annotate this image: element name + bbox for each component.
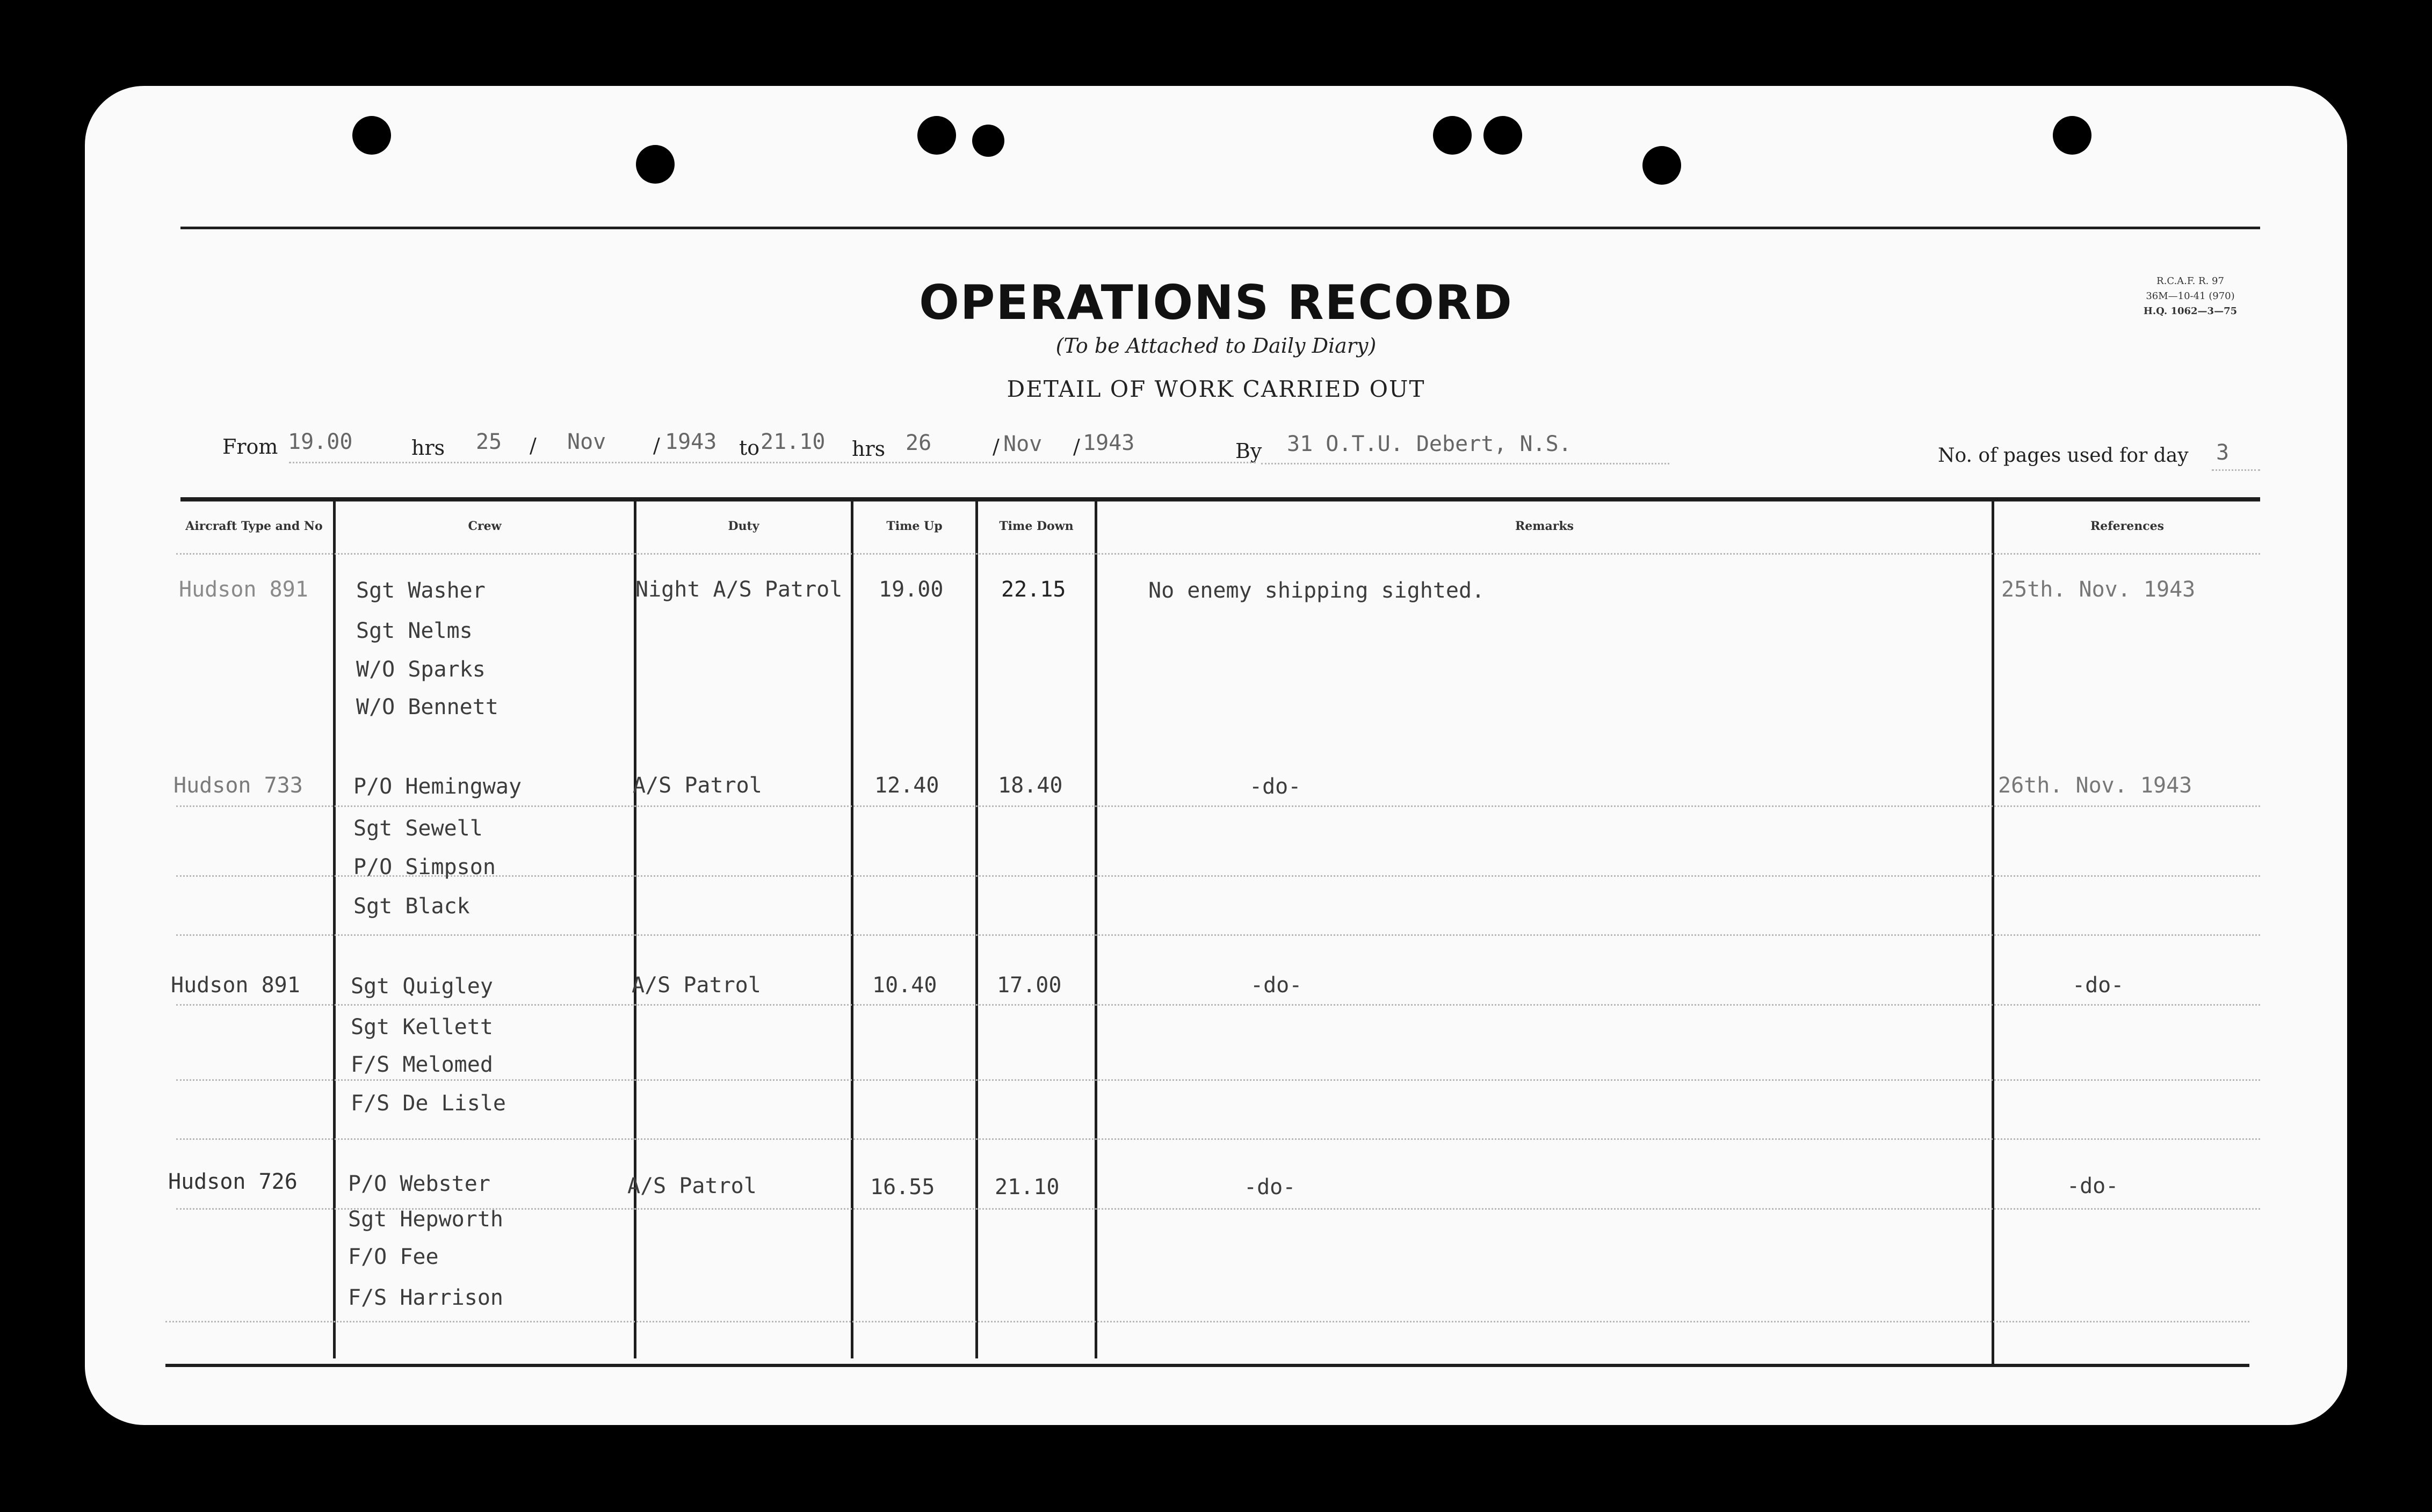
crew-member: P/O Simpson (353, 855, 496, 879)
aircraft-cell: Hudson 891 (179, 577, 308, 602)
aircraft-cell: Hudson 726 (168, 1169, 298, 1194)
col-divider (851, 499, 853, 1358)
hrs-label: hrs (852, 437, 886, 461)
crew-member: Sgt Hepworth (348, 1207, 503, 1232)
header-remarks: Remarks (1515, 519, 1574, 533)
guide-line (176, 1004, 2260, 1006)
punch-hole (352, 116, 391, 155)
crew-member: Sgt Quigley (351, 974, 493, 999)
page-subtitle: (To be Attached to Daily Diary) (1055, 334, 1377, 358)
by-unit: 31 O.T.U. Debert, N.S. (1287, 432, 1572, 456)
time-down-cell: 21.10 (995, 1175, 1060, 1200)
page-title: OPERATIONS RECORD (919, 275, 1513, 330)
remarks-cell: -do- (1249, 774, 1301, 799)
duty-cell: A/S Patrol (627, 1174, 757, 1198)
remarks-cell: -do- (1250, 973, 1302, 998)
detail-heading: DETAIL OF WORK CARRIED OUT (1007, 376, 1425, 402)
time-up-cell: 10.40 (872, 973, 937, 998)
punch-hole (1483, 116, 1522, 155)
aircraft-cell: Hudson 733 (173, 773, 303, 798)
crew-member: Sgt Black (353, 894, 470, 919)
reference-cell: 26th. Nov. 1943 (1998, 773, 2192, 798)
header-crew: Crew (468, 519, 502, 533)
period-dots (289, 462, 1256, 463)
date-separator: / (653, 434, 660, 457)
table-top-rule (180, 497, 2260, 501)
table-bottom-rule (165, 1364, 2249, 1367)
header-aircraft: Aircraft Type and No (185, 519, 323, 533)
crew-member: P/O Webster (348, 1172, 490, 1196)
header-references: References (2090, 519, 2165, 533)
guide-line (176, 1138, 2260, 1140)
to-label: to (739, 436, 760, 460)
col-divider (634, 499, 636, 1358)
crew-member: W/O Sparks (356, 657, 486, 682)
crew-member: F/S De Lisle (351, 1091, 506, 1116)
col-divider (333, 499, 336, 1358)
by-label: By (1235, 439, 1262, 463)
pages-label: No. of pages used for day (1938, 445, 2189, 467)
time-up-cell: 19.00 (879, 577, 944, 602)
crew-member: P/O Hemingway (353, 774, 522, 799)
hrs-label: hrs (411, 436, 445, 460)
punch-hole (636, 145, 675, 184)
time-down-cell: 22.15 (1001, 577, 1066, 602)
time-down-cell: 17.00 (997, 973, 1062, 998)
from-month: Nov (567, 430, 606, 454)
from-time: 19.00 (288, 430, 353, 454)
from-label: From (222, 435, 278, 459)
from-day: 25 (476, 430, 502, 454)
top-rule (180, 227, 2260, 229)
aircraft-cell: Hudson 891 (171, 973, 300, 998)
guide-line (165, 1321, 2249, 1322)
punch-hole (1642, 146, 1681, 185)
reference-cell: 25th. Nov. 1943 (2001, 577, 2196, 602)
to-day: 26 (906, 431, 932, 455)
from-year: 1943 (665, 430, 717, 454)
period-dots (1261, 463, 1669, 464)
crew-member: F/S Harrison (348, 1285, 503, 1310)
punch-hole (2053, 116, 2091, 155)
crew-member: Sgt Sewell (353, 816, 483, 841)
col-divider (975, 499, 978, 1358)
header-duty: Duty (728, 519, 759, 533)
crew-member: W/O Bennett (356, 695, 498, 719)
remarks-cell: No enemy shipping sighted. (1148, 578, 1485, 603)
crew-member: Sgt Nelms (356, 619, 473, 643)
header-time-down: Time Down (999, 519, 1074, 533)
date-separator: / (530, 434, 537, 457)
date-separator: / (1073, 435, 1080, 459)
punch-hole (1433, 116, 1472, 155)
remarks-cell: -do- (1244, 1175, 1296, 1200)
header-time-up: Time Up (886, 519, 943, 533)
form-code-line: H.Q. 1062—3—75 (2143, 306, 2238, 317)
col-divider (1992, 499, 1994, 1364)
time-up-cell: 12.40 (874, 773, 939, 798)
form-code (2120, 274, 2260, 319)
crew-member: F/S Melomed (351, 1052, 493, 1077)
to-year: 1943 (1083, 431, 1135, 455)
duty-cell: A/S Patrol (633, 773, 762, 798)
reference-cell: -do- (2072, 973, 2124, 998)
guide-line (176, 1079, 2260, 1081)
guide-line (176, 553, 2260, 555)
form-code-line: R.C.A.F. R. 97 (2156, 275, 2224, 287)
duty-cell: A/S Patrol (632, 973, 761, 998)
crew-member: Sgt Kellett (351, 1015, 493, 1040)
date-separator: / (993, 435, 1000, 459)
crew-member: F/O Fee (348, 1245, 439, 1269)
duty-cell: Night A/S Patrol (635, 577, 843, 602)
guide-line (176, 934, 2260, 936)
record-card (85, 86, 2347, 1425)
reference-cell: -do- (2067, 1174, 2119, 1198)
time-down-cell: 18.40 (998, 773, 1063, 798)
punch-hole (917, 116, 956, 155)
period-dots (2212, 469, 2260, 471)
time-up-cell: 16.55 (870, 1175, 935, 1200)
crew-member: Sgt Washer (356, 578, 486, 603)
pages-count: 3 (2216, 440, 2230, 465)
form-code-line: 36M—10-41 (970) (2146, 290, 2235, 302)
col-divider (1095, 499, 1097, 1358)
to-time: 21.10 (761, 430, 826, 454)
guide-line (176, 805, 2260, 807)
to-month: Nov (1003, 432, 1043, 456)
punch-hole (972, 125, 1004, 157)
